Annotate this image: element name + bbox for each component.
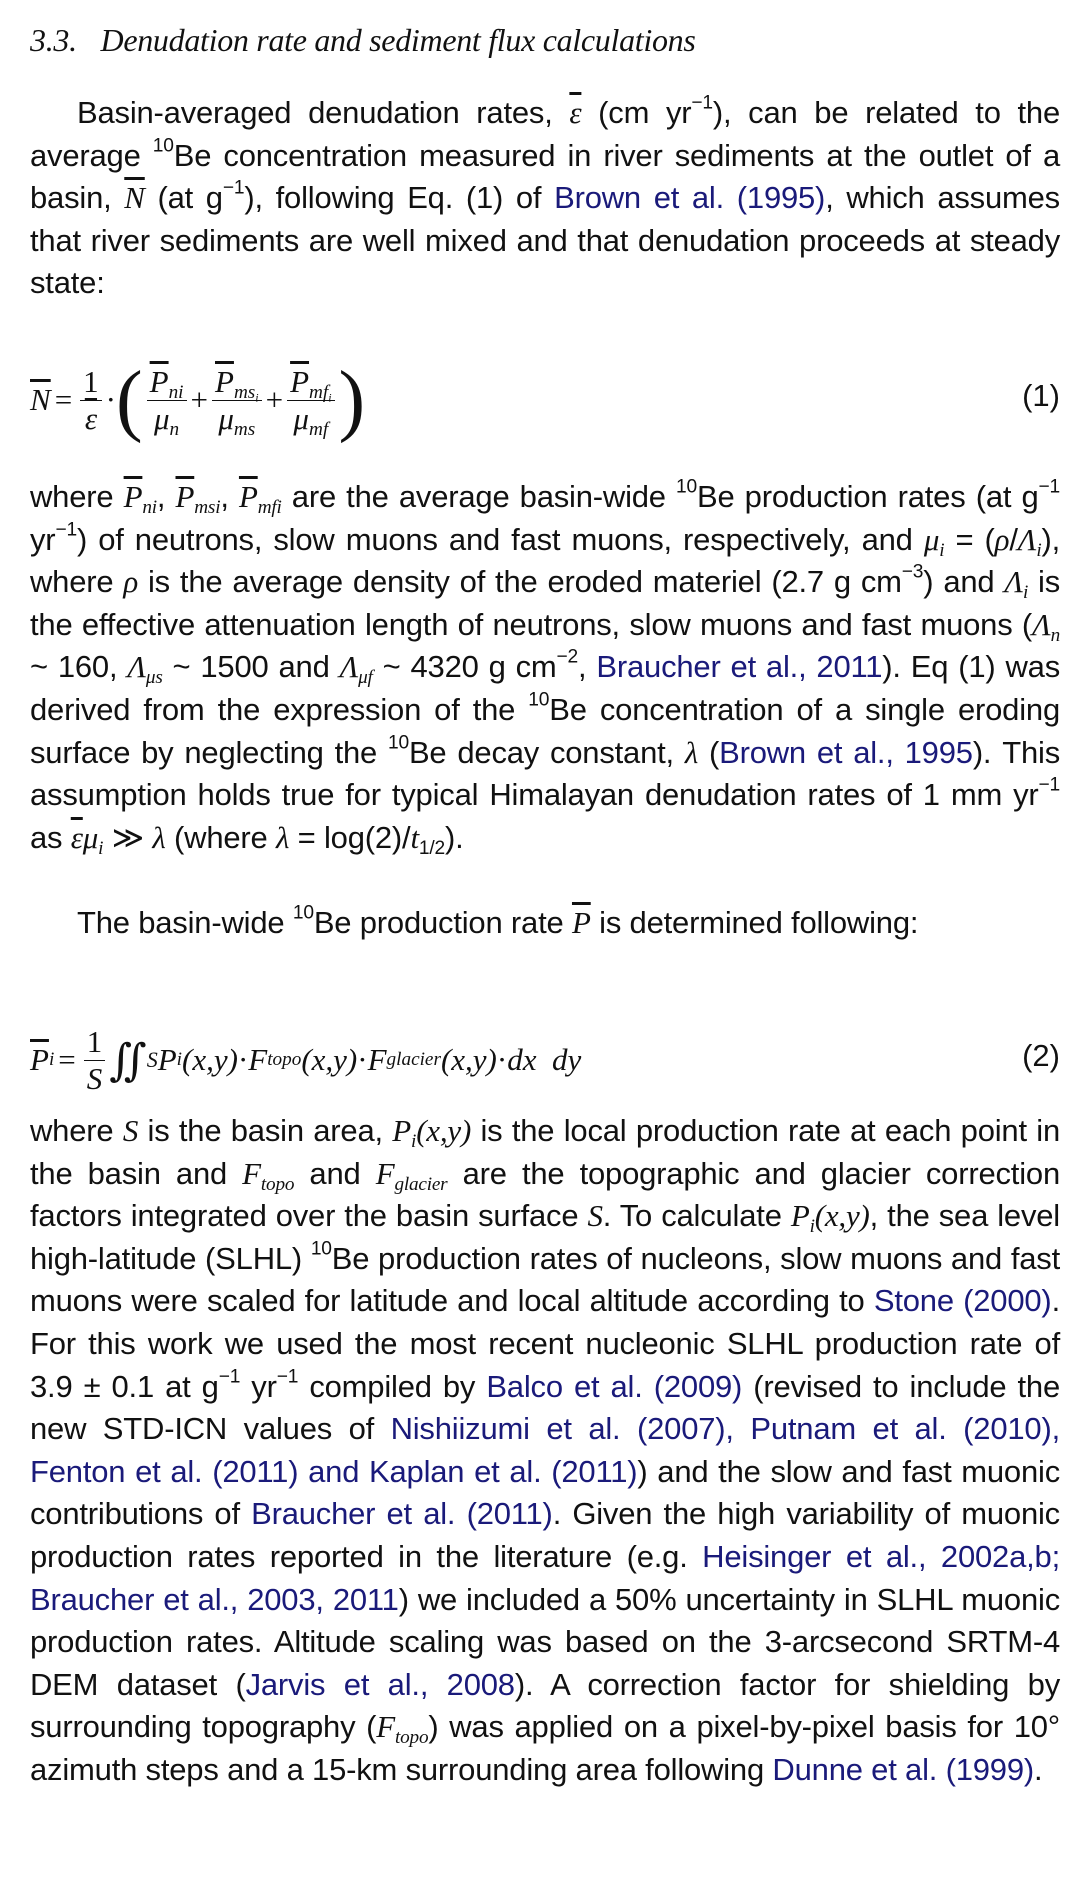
symbol: P bbox=[392, 1113, 412, 1148]
text: (cm yr bbox=[581, 95, 692, 130]
plus-sign: + bbox=[190, 382, 208, 417]
denominator: S bbox=[86, 1060, 103, 1096]
subscript: topo bbox=[395, 1727, 429, 1749]
section-heading bbox=[30, 22, 696, 59]
superscript: −1 bbox=[55, 519, 77, 541]
citation-link[interactable]: Dunne et al. (1999) bbox=[772, 1751, 1035, 1787]
superscript: −1 bbox=[1038, 476, 1060, 498]
text: (x,y) bbox=[416, 1113, 472, 1148]
superscript: −2 bbox=[556, 646, 579, 668]
text: ( bbox=[698, 734, 720, 770]
text: = ( bbox=[944, 521, 995, 557]
symbol: Λ bbox=[339, 649, 359, 685]
symbol: P bbox=[157, 1042, 177, 1077]
subscript: i bbox=[1036, 539, 1042, 561]
citation-link[interactable]: Braucher et al., 2011 bbox=[596, 649, 883, 685]
subscript: topo bbox=[260, 1173, 295, 1195]
text: / bbox=[1009, 521, 1018, 557]
superscript: 10 bbox=[292, 902, 314, 924]
symbol: t bbox=[410, 819, 419, 855]
superscript: −1 bbox=[1038, 774, 1060, 796]
equation-number: (2) bbox=[1022, 1038, 1060, 1073]
citation-link[interactable]: Braucher et al. (2011) bbox=[251, 1496, 553, 1532]
text: where bbox=[30, 479, 124, 514]
text: ~ 1500 and bbox=[162, 649, 340, 685]
subscript: glacier bbox=[394, 1173, 448, 1195]
citation-link[interactable]: Nishiizumi et al. (2007) bbox=[390, 1411, 726, 1447]
symbol: Λ bbox=[1032, 606, 1051, 642]
fraction-neutron bbox=[147, 363, 187, 440]
text: (x,y) bbox=[182, 1042, 238, 1077]
text: ). A correction factor for shielding by surrounding topography ( bbox=[30, 1666, 1060, 1745]
symbol: F bbox=[376, 1709, 396, 1745]
text: , the sea level high-latitude (SLHL) bbox=[30, 1198, 1060, 1276]
dot-operator: · bbox=[357, 1042, 368, 1077]
text: Be decay constant, bbox=[408, 734, 685, 770]
subscript: i bbox=[1022, 581, 1029, 603]
symbol: λ bbox=[276, 819, 290, 855]
subscript: n bbox=[169, 418, 180, 440]
symbol: S bbox=[122, 1113, 139, 1148]
text: , bbox=[1051, 1411, 1061, 1447]
subscript: ms bbox=[194, 496, 216, 518]
text: ). This assumption holds true for typical Himalayan denudation rates of 1 mm yr bbox=[30, 734, 1060, 813]
numerator: 1 bbox=[80, 364, 102, 401]
text: , bbox=[725, 1411, 751, 1447]
citation-link[interactable]: Balco et al. (2009) bbox=[486, 1368, 743, 1404]
superscript: 10 bbox=[152, 135, 174, 157]
text: ~ 4320 g cm bbox=[372, 649, 557, 685]
text: is the effective attenuation length of neutrons, slow muons and fast muons ( bbox=[30, 564, 1060, 642]
text: and bbox=[294, 1155, 376, 1191]
text: Be production rate bbox=[313, 905, 572, 940]
text: is the average density of the eroded materiel (2.7 g cm bbox=[138, 564, 902, 600]
text: (at g bbox=[144, 180, 223, 216]
citation-link[interactable]: Fenton et al. (2011) and Kaplan et al. (2011) bbox=[30, 1453, 638, 1489]
text: yr bbox=[30, 521, 56, 557]
text: ) and the slow and fast muonic contributions of bbox=[30, 1453, 1060, 1532]
equals-sign: = bbox=[54, 382, 73, 417]
superscript: 10 bbox=[310, 1238, 332, 1260]
text: are the topographic and glacier correction factors integrated over the basin surface bbox=[30, 1155, 1060, 1234]
symbol: $\overline{P}$ bbox=[571, 905, 591, 940]
equation-2: $\overline{P}$ i = $\frac{1}{S}$ ∬ S P i (x,y) · F topo (x,y) · F glacier (x,y) · dx dy (2) bbox=[30, 1023, 1060, 1096]
text: is the local production rate at each point in the basin and bbox=[30, 1113, 1060, 1191]
symbol: S bbox=[587, 1198, 603, 1234]
subscript: n bbox=[1050, 624, 1060, 646]
text: Be concentration of a single eroding surface by neglecting the bbox=[30, 691, 1060, 770]
text: ≫ bbox=[103, 819, 153, 855]
symbol: $\overline{P}$ bbox=[175, 479, 195, 514]
subscript: i bbox=[215, 496, 221, 518]
epsilon-symbol: $\overline{\varepsilon}$ bbox=[569, 95, 582, 130]
fraction-slow-muon bbox=[212, 363, 262, 440]
dot-operator: · bbox=[237, 1042, 249, 1077]
superscript: −1 bbox=[218, 1366, 241, 1388]
denominator: μ bbox=[153, 400, 170, 436]
text: ). bbox=[444, 819, 464, 855]
citation-link[interactable]: Jarvis et al., 2008 bbox=[245, 1666, 515, 1702]
text: . bbox=[1034, 1751, 1043, 1787]
symbol: ρ bbox=[123, 564, 139, 600]
symbol: F bbox=[242, 1155, 261, 1191]
symbol: Λ bbox=[127, 649, 146, 685]
symbol: F bbox=[367, 1042, 387, 1077]
text: Be production rates of nucleons, slow muons and fast muons were scaled for latitude and local altitude according to bbox=[30, 1240, 1060, 1319]
superscript: 10 bbox=[528, 689, 550, 711]
denominator: μ bbox=[293, 400, 309, 436]
symbol: λ bbox=[152, 819, 166, 855]
double-integral-icon: ∬ bbox=[109, 1035, 147, 1085]
symbol: $\overline{P}$ bbox=[238, 479, 258, 514]
paragraph-2 bbox=[30, 476, 1060, 859]
citation-link[interactable]: Brown et al. (1995) bbox=[554, 180, 826, 216]
text: where bbox=[30, 1113, 123, 1148]
text: , bbox=[156, 479, 176, 514]
paragraph-1 bbox=[30, 92, 1060, 305]
citation-link[interactable]: Stone (2000) bbox=[873, 1283, 1052, 1319]
citation-link[interactable]: Putnam et al. (2010) bbox=[750, 1411, 1052, 1447]
subscript: μs bbox=[145, 667, 163, 689]
superscript: −3 bbox=[901, 561, 924, 583]
text: ), can be related to the average bbox=[30, 95, 1060, 173]
numerator: $\overline{P}$ bbox=[290, 363, 310, 399]
text: Basin-averaged denudation rates, bbox=[77, 95, 570, 130]
subscript: i bbox=[411, 1130, 417, 1152]
subscript: ni bbox=[142, 496, 157, 518]
section-number: 3.3. bbox=[30, 22, 77, 58]
subscript: i bbox=[98, 837, 104, 859]
text: dx dy bbox=[507, 1042, 582, 1077]
text: (x,y) bbox=[814, 1198, 870, 1234]
symbol: $\overline{P}$ bbox=[123, 479, 143, 514]
eq-lhs: $\overline{N}$ bbox=[30, 382, 51, 417]
paragraph-4 bbox=[30, 1110, 1060, 1792]
text: The basin-wide bbox=[77, 905, 293, 940]
symbol: F bbox=[375, 1155, 395, 1191]
symbol: ρ bbox=[994, 521, 1010, 557]
paragraph-3 bbox=[30, 902, 1060, 945]
text: . To calculate bbox=[602, 1198, 791, 1234]
superscript: −1 bbox=[276, 1366, 299, 1388]
text: yr bbox=[240, 1368, 277, 1404]
text: (revised to include the new STD-ICN values of bbox=[30, 1368, 1060, 1447]
equation-1 bbox=[30, 340, 1060, 460]
subscript: ni bbox=[168, 381, 184, 403]
subscript: 1/2 bbox=[418, 837, 445, 859]
text: Be concentration measured in river sediments at the outlet of a basin, bbox=[30, 137, 1061, 216]
plus-sign: + bbox=[265, 382, 284, 417]
numerator: $\overline{P}$ bbox=[149, 363, 169, 399]
subscript: μf bbox=[358, 667, 373, 689]
symbol: Λ bbox=[1017, 521, 1037, 557]
subscript: mf bbox=[309, 381, 329, 403]
text: = log(2)/ bbox=[289, 819, 411, 855]
n-bar-symbol: $\overline{N}$ bbox=[124, 180, 145, 216]
citation-link[interactable]: Brown et al., 1995 bbox=[719, 734, 973, 770]
section-title: Denudation rate and sediment flux calculations bbox=[100, 22, 696, 58]
symbol: $\overline{\varepsilon}$ bbox=[70, 819, 83, 855]
citation-link[interactable]: Heisinger et al., 2002a,b; Braucher et al., 2003, 2011 bbox=[30, 1538, 1060, 1617]
symbol: Λ bbox=[1004, 564, 1023, 600]
fraction bbox=[80, 364, 102, 436]
dot-operator: · bbox=[496, 1042, 508, 1077]
text: ) and bbox=[923, 564, 1005, 600]
subscript: i bbox=[809, 1215, 815, 1237]
text: (x,y) bbox=[440, 1042, 497, 1077]
numerator: 1 bbox=[84, 1024, 106, 1061]
text: ), following Eq. (1) of bbox=[244, 180, 555, 216]
fraction bbox=[84, 1024, 106, 1096]
symbol: μ bbox=[923, 521, 940, 557]
denominator: μ bbox=[218, 400, 234, 436]
eq-lhs: $\overline{P}$ bbox=[30, 1042, 49, 1077]
superscript: −1 bbox=[691, 92, 713, 114]
text: are the average basin-wide bbox=[281, 479, 677, 514]
text: is determined following: bbox=[590, 905, 919, 940]
text: as bbox=[30, 819, 71, 855]
left-paren: ( bbox=[116, 356, 143, 444]
symbol: P bbox=[790, 1198, 810, 1234]
text: , bbox=[220, 479, 239, 514]
symbol: μ bbox=[82, 819, 99, 855]
numerator: $\overline{P}$ bbox=[215, 363, 234, 399]
superscript: 10 bbox=[387, 732, 409, 754]
text: ) of neutrons, slow muons and fast muons, respectively, and bbox=[76, 521, 924, 557]
equals-sign: = bbox=[58, 1042, 76, 1077]
equation-number: (1) bbox=[1022, 378, 1060, 413]
text: ~ 160, bbox=[30, 649, 128, 685]
text: , bbox=[578, 649, 597, 685]
superscript: 10 bbox=[676, 476, 697, 498]
text: . For this work we used the most recent nucleonic SLHL production rate of 3.9 ± 0.1 at g bbox=[30, 1283, 1060, 1404]
subscript: ms bbox=[233, 418, 256, 440]
subscript: i bbox=[328, 390, 332, 405]
right-paren: ) bbox=[338, 356, 366, 444]
text: (where bbox=[165, 819, 277, 855]
subscript: mf bbox=[257, 496, 277, 518]
symbol: λ bbox=[684, 734, 699, 770]
fraction-fast-muon bbox=[287, 363, 334, 440]
symbol: F bbox=[248, 1042, 268, 1077]
text: Be production rates (at g bbox=[696, 479, 1039, 514]
denominator: ε bbox=[84, 400, 98, 436]
text: (x,y) bbox=[301, 1042, 358, 1077]
text: ), where bbox=[30, 521, 1060, 600]
text: ). Eq (1) was derived from the expression of the bbox=[30, 649, 1061, 727]
superscript: −1 bbox=[222, 177, 245, 199]
subscript: ms bbox=[233, 381, 256, 403]
dot-operator: · bbox=[105, 382, 116, 417]
subscript: i bbox=[276, 496, 282, 518]
subscript: i bbox=[939, 539, 945, 561]
text: . Given the high variability of muonic production rates reported in the literature (e.g. bbox=[30, 1496, 1060, 1574]
text: ) we included a 50% uncertainty in SLHL muonic production rates. Altitude scaling was based on the 3-arcsecond SRTM-4 DEM dataset ( bbox=[30, 1581, 1060, 1702]
subscript: i bbox=[255, 390, 259, 405]
text: ) was applied on a pixel-by-pixel basis for 10° azimuth steps and a 15-km surrounding area following bbox=[30, 1709, 1060, 1787]
text: compiled by bbox=[298, 1368, 487, 1404]
subscript: mf bbox=[308, 418, 329, 440]
text: , which assumes that river sediments are well mixed and that denudation proceeds at steady state: bbox=[30, 180, 1060, 301]
text: is the basin area, bbox=[138, 1113, 393, 1148]
